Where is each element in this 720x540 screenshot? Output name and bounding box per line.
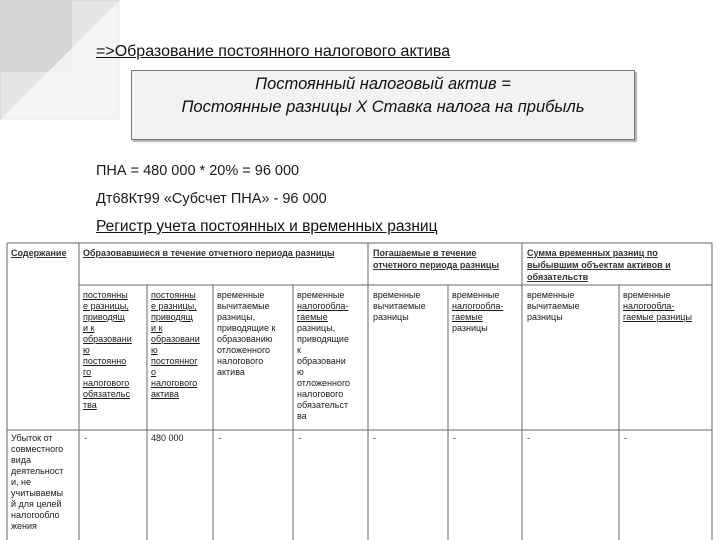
- col-group-disposed-2: выбывшим объектам активов и: [527, 260, 671, 270]
- subheader-permanent-liability: постоянны е разницы, приводящ и к образовани ю постоянно го налогового обязательс тва: [83, 290, 132, 410]
- col-group-settled-2: отчетного периода разницы: [373, 260, 500, 270]
- subheader-permanent-asset: постоянны е разницы, приводящ и к образовани ю постоянног о налогового актива: [151, 290, 200, 399]
- cell-value: -: [298, 433, 301, 443]
- subheader-deductible-arising: временные вычитаемые разницы, приводящие к образованию отложенного налогового актива: [217, 290, 276, 377]
- cell-value: -: [453, 433, 456, 443]
- cell-value: -: [527, 433, 530, 443]
- journal-entry: Дт68Кт99 «Субсчет ПНА» - 96 000: [96, 191, 327, 207]
- row-label-loss: Убыток от совместного вида деятельност и, не учитываемы й для целей налогообло жения: [11, 433, 64, 531]
- subheader-deductible-disposed: временные вычитаемые разницы: [527, 290, 580, 322]
- cell-value: -: [84, 433, 87, 443]
- col-group-settled-1: Погашаемые в течение: [373, 248, 477, 258]
- subheader-deductible-settled: временные вычитаемые разницы: [373, 290, 426, 322]
- cell-value: 480 000: [151, 433, 184, 443]
- col-group-disposed-3: обязательств: [527, 272, 589, 282]
- col-header-content: Содержание: [11, 248, 67, 258]
- cell-value: -: [373, 433, 376, 443]
- subheader-taxable-settled: временные налогообла- гаемые разницы: [452, 290, 504, 333]
- cell-value: -: [218, 433, 221, 443]
- formula-line-2: Постоянные разницы Х Ставка налога на прибыль: [181, 98, 585, 116]
- subheader-taxable-disposed: временные налогообла- гаемые разницы: [623, 290, 692, 322]
- cell-value: -: [624, 433, 627, 443]
- col-group-disposed-1: Сумма временных разниц по: [527, 248, 658, 258]
- subheader-taxable-arising: временные налогообла- гаемые разницы, приводящие к образовани ю отложенного налогового обязательст ва: [297, 290, 351, 421]
- formula-line-1: Постоянный налоговый актив =: [255, 75, 511, 93]
- heading: =>Образование постоянного налогового актива: [96, 43, 451, 60]
- col-group-arising: Образовавшиеся в течение отчетного периода разницы: [83, 248, 335, 258]
- pna-calculation: ПНА = 480 000 * 20% = 96 000: [96, 163, 300, 179]
- register-title: Регистр учета постоянных и временных разниц: [96, 218, 438, 235]
